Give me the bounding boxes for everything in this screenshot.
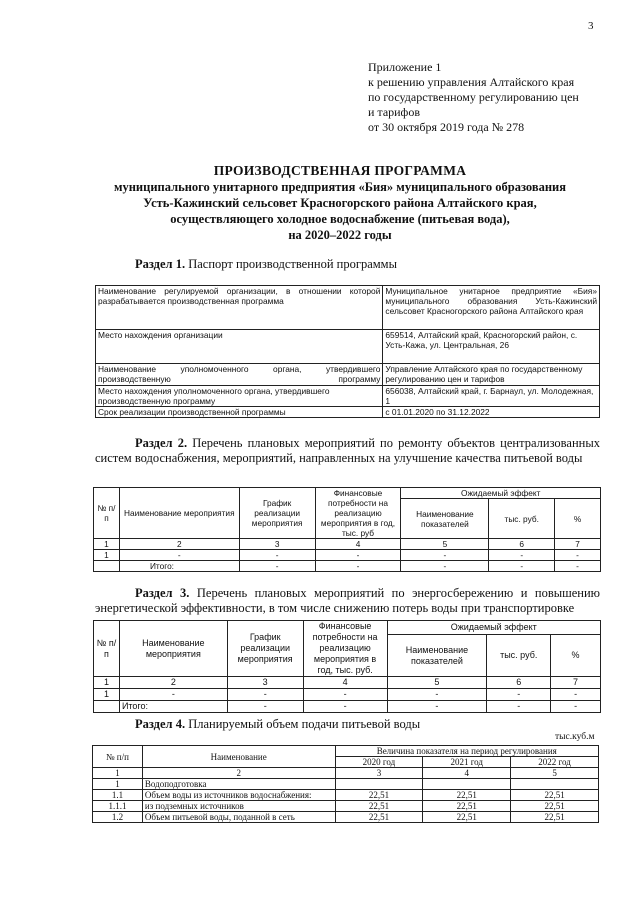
table-cell	[511, 779, 599, 790]
table-cell: 22,51	[511, 790, 599, 801]
table-cell: 4	[303, 677, 387, 689]
table-row	[96, 330, 600, 364]
section3-text: Перечень плановых мероприятий по энергосбережению и повышению энергетической эффективности, в том числе снижению потерь воды при транспортировке	[95, 586, 601, 615]
table-cell	[94, 701, 120, 713]
table-cell: Место нахождения уполномоченного органа, утвердившего производственную программу	[96, 386, 383, 407]
section1-text: Паспорт производственной программы	[188, 257, 397, 271]
section3-heading	[95, 586, 600, 616]
table-cell: -	[119, 689, 227, 701]
table-cell: 22,51	[423, 790, 511, 801]
table-cell: -	[551, 689, 601, 701]
section1-heading	[135, 257, 397, 272]
header-thousand: тыс. руб.	[489, 499, 555, 539]
header-name: Наименование мероприятия	[119, 488, 239, 539]
table-cell: -	[239, 550, 315, 561]
table-cell: Объем воды из источников водоснабжения:	[142, 790, 335, 801]
table-cell: -	[119, 550, 239, 561]
header-thousand: тыс. руб.	[487, 635, 551, 677]
table-cell: 1	[94, 677, 120, 689]
table-cell: 2	[119, 677, 227, 689]
table-cell: 1.2	[93, 812, 143, 823]
appendix-line: по государственному регулированию цен	[368, 90, 579, 104]
section1-label: Раздел 1.	[135, 257, 186, 271]
title-line: муниципального унитарного предприятия «Бия» муниципального образования	[113, 180, 567, 194]
table-cell: 1	[94, 689, 120, 701]
header-schedule: График реализации мероприятия	[227, 621, 303, 677]
table-cell: 1	[94, 550, 120, 561]
energy-measures-table	[93, 620, 601, 713]
header-indicators: Наименование показателей	[401, 499, 489, 539]
table-cell	[423, 779, 511, 790]
table-row	[93, 768, 599, 779]
document-title	[80, 163, 600, 243]
table-cell: Наименование регулируемой организации, в отношении которой разрабатывается производственная программа	[96, 286, 383, 330]
table-cell: 2	[119, 539, 239, 550]
table-cell: -	[315, 550, 401, 561]
table-cell: 2	[142, 768, 335, 779]
table-cell: 5	[387, 677, 487, 689]
table-cell: -	[239, 561, 315, 572]
section4-heading	[135, 717, 420, 732]
header-effect: Ожидаемый эффект	[387, 621, 600, 635]
table-cell: -	[227, 689, 303, 701]
table-cell: 22,51	[335, 790, 423, 801]
table-cell: -	[387, 701, 487, 713]
table-cell: -	[555, 550, 601, 561]
table-header-row	[94, 621, 601, 635]
table-cell: 5	[401, 539, 489, 550]
table-cell: 4	[423, 768, 511, 779]
table-cell: -	[487, 689, 551, 701]
table-cell: -	[315, 561, 401, 572]
page-number: 3	[588, 20, 594, 32]
table-row	[94, 689, 601, 701]
table-cell: 4	[315, 539, 401, 550]
table-row	[93, 790, 599, 801]
header-year-2021: 2021 год	[423, 757, 511, 768]
table-cell: Срок реализации производственной программы	[96, 407, 383, 418]
table-cell: -	[555, 561, 601, 572]
section2-text: Перечень плановых мероприятий по ремонту объектов централизованных систем водоснабжения, мероприятий, направленных на улучшение качества питьевой воды	[95, 436, 600, 465]
header-percent: %	[551, 635, 601, 677]
table-cell: -	[387, 689, 487, 701]
table-cell: 5	[511, 768, 599, 779]
header-num: № п/п	[93, 746, 143, 768]
table-cell: -	[303, 689, 387, 701]
appendix-block	[368, 60, 623, 135]
title-main: ПРОИЗВОДСТВЕННАЯ ПРОГРАММА	[213, 163, 467, 178]
table-cell: Объем питьевой воды, поданной в сеть	[142, 812, 335, 823]
section2-heading	[95, 436, 600, 466]
table-cell: Управление Алтайского края по государственному регулированию цен и тарифов	[383, 364, 600, 386]
table-total-row	[94, 561, 601, 572]
table-cell: 3	[239, 539, 315, 550]
table-cell: Наименование уполномоченного органа, утвердившего производственную программу	[96, 364, 383, 386]
table-cell: 1	[93, 768, 143, 779]
table-cell: с 01.01.2020 по 31.12.2022	[383, 407, 600, 418]
table-cell: Муниципальное унитарное предприятие «Бия» муниципального образования Усть-Кажинский сельсовет Красногорского района Алтайского края	[383, 286, 600, 330]
water-supply-table	[92, 745, 599, 823]
table-cell: 3	[227, 677, 303, 689]
table-cell: Место нахождения организации	[96, 330, 383, 364]
table-cell: 7	[555, 539, 601, 550]
table-row	[94, 539, 601, 550]
header-indicators: Наименование показателей	[387, 635, 487, 677]
table-cell: из подземных источников	[142, 801, 335, 812]
appendix-line: и тарифов	[368, 105, 421, 119]
header-schedule: График реализации мероприятия	[239, 488, 315, 539]
table-row	[94, 677, 601, 689]
header-percent: %	[555, 499, 601, 539]
table-cell: 22,51	[423, 801, 511, 812]
appendix-line: к решению управления Алтайского края	[368, 75, 575, 89]
appendix-line: от 30 октября 2019 года № 278	[368, 120, 525, 134]
table-cell: -	[487, 701, 551, 713]
section2-label: Раздел 2.	[135, 436, 188, 450]
table-cell: -	[489, 550, 555, 561]
table-row	[93, 812, 599, 823]
table-total-row	[94, 701, 601, 713]
section4-label: Раздел 4.	[135, 717, 186, 731]
table-row	[93, 779, 599, 790]
table-cell: 6	[489, 539, 555, 550]
table-cell: 659514, Алтайский край, Красногорский район, с. Усть-Кажа, ул. Центральная, 26	[383, 330, 600, 364]
table-cell: 3	[335, 768, 423, 779]
header-year-2020: 2020 год	[335, 757, 423, 768]
title-line: осуществляющего холодное водоснабжение (питьевая вода),	[170, 212, 510, 226]
table-cell: 22,51	[335, 812, 423, 823]
total-label: Итого:	[119, 701, 227, 713]
table-cell: -	[401, 561, 489, 572]
repair-measures-table	[93, 487, 601, 572]
header-num: № п/п	[94, 488, 120, 539]
table-row	[96, 286, 600, 330]
table-header-row	[94, 488, 601, 499]
table-cell: 7	[551, 677, 601, 689]
section4-text: Планируемый объем подачи питьевой воды	[188, 717, 421, 731]
title-line: на 2020–2022 годы	[288, 228, 392, 242]
table-cell: 22,51	[511, 812, 599, 823]
header-finance: Финансовые потребности на реализацию мероприятия в год, тыс. руб.	[303, 621, 387, 677]
table-cell: 22,51	[335, 801, 423, 812]
table-row	[96, 386, 600, 407]
passport-table	[95, 285, 600, 418]
table-row	[94, 550, 601, 561]
table-cell: -	[303, 701, 387, 713]
table-cell: 22,51	[423, 812, 511, 823]
title-line: Усть-Кажинский сельсовет Красногорского района Алтайского края,	[143, 196, 537, 210]
section3-label: Раздел 3.	[135, 586, 190, 600]
table-cell: -	[489, 561, 555, 572]
header-finance: Финансовые потребности на реализацию мероприятия в год, тыс. руб	[315, 488, 401, 539]
table-row	[96, 407, 600, 418]
header-effect: Ожидаемый эффект	[401, 488, 601, 499]
table-cell: 22,51	[511, 801, 599, 812]
table-cell: 656038, Алтайский край, г. Барнаул, ул. Молодежная, 1	[383, 386, 600, 407]
table-cell: -	[551, 701, 601, 713]
table-cell: 1	[93, 779, 143, 790]
table-cell: 1	[94, 539, 120, 550]
table-cell	[335, 779, 423, 790]
header-period: Величина показателя на период регулирования	[335, 746, 598, 757]
table-cell: 1.1.1	[93, 801, 143, 812]
table-cell: -	[401, 550, 489, 561]
header-name: Наименование мероприятия	[119, 621, 227, 677]
total-label: Итого:	[119, 561, 239, 572]
table-cell	[94, 561, 120, 572]
table-cell: Водоподготовка	[142, 779, 335, 790]
table-header-row	[93, 746, 599, 757]
header-name: Наименование	[142, 746, 335, 768]
table-row	[93, 801, 599, 812]
header-year-2022: 2022 год	[511, 757, 599, 768]
header-num: № п/п	[94, 621, 120, 677]
table-cell: 1.1	[93, 790, 143, 801]
table-row	[96, 364, 600, 386]
table-cell: 6	[487, 677, 551, 689]
units-label: тыс.куб.м	[555, 732, 595, 742]
appendix-line: Приложение 1	[368, 60, 442, 74]
table-cell: -	[227, 701, 303, 713]
